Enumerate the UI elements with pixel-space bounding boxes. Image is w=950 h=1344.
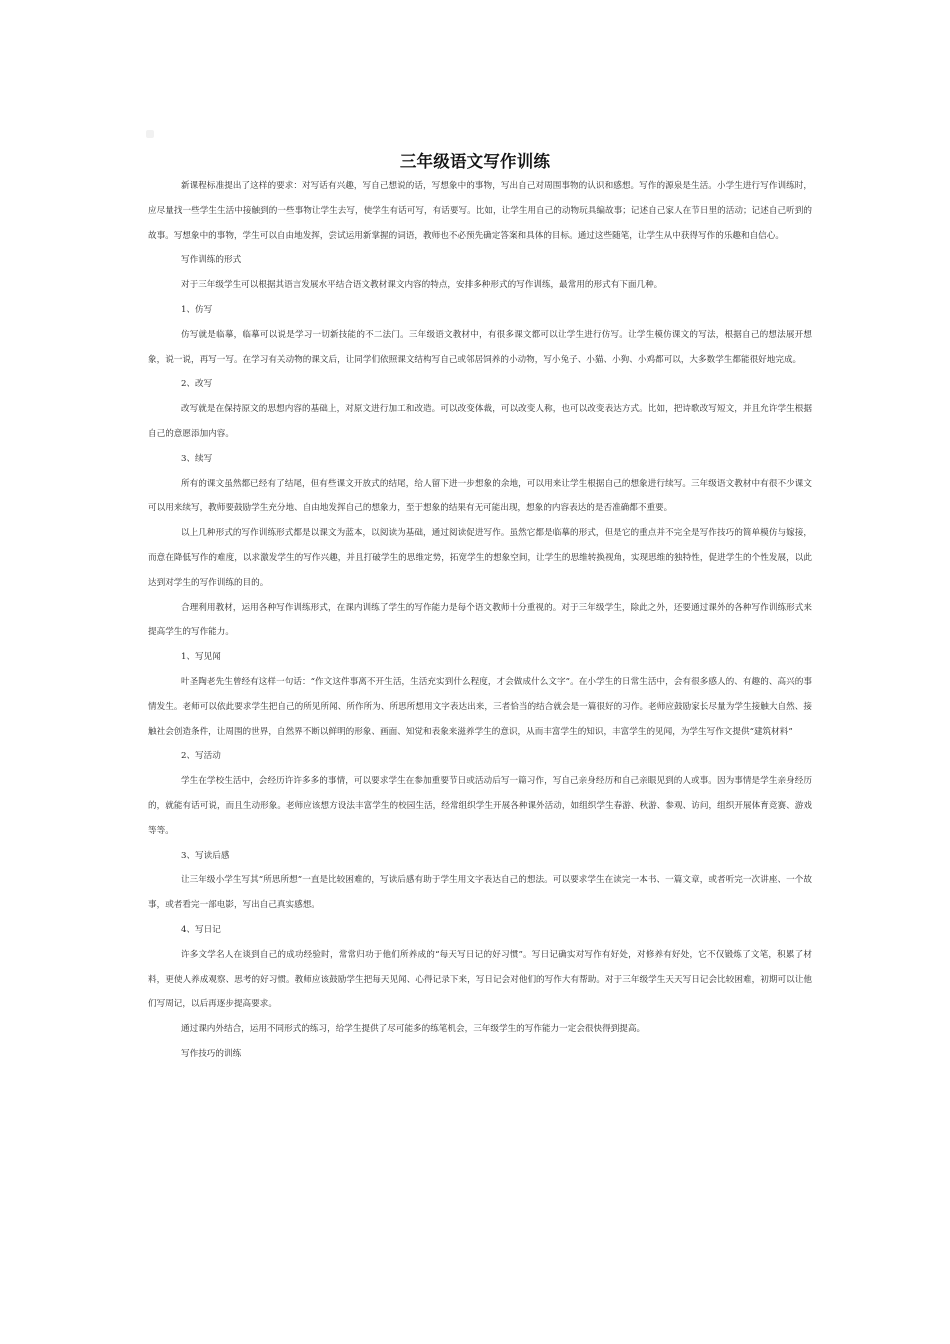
paragraph-intro: 新课程标准提出了这样的要求：对写话有兴趣，写自己想说的话，写想象中的事物，写出自己对周围事物的认识和感想。写作的源泉是生活。小学生进行写作训练时，应尽量找一些学生生活中接触到的一些事物让学生去写，使学生有话可写，有话要写。比如，让学生用自己的动物玩具编故事；记述自己家人在节日里的活动；记述自己听到的故事。写想象中的事物，学生可以自由地发挥，尝试运用新掌握的词语，教师也不必预先确定答案和具体的目标。通过这些随笔，让学生从中获得写作的乐趣和自信心。 [148,181,812,241]
paragraph-conclusion: 通过课内外结合，运用不同形式的练习，给学生提供了尽可能多的练笔机会，三年级学生的写作能力一定会很快得到提高。 [181,1024,646,1035]
paragraph-continuation: 所有的课文虽然都已经有了结尾，但有些课文开放式的结尾，给人留下进一步想象的余地，可以用来让学生根据自己的想象进行续写。三年级语文教材中有很不少课文可以用来续写，教师要鼓励学生充分地、自由地发挥自己的想象力，至于想象的结果有无可能出现，想象的内容表达的是否准确都不重要。 [148,478,812,514]
paragraph-forms-intro: 对于三年级学生可以根据其语言发展水平结合语文教材课文内容的特点，安排多种形式的写作训练，最常用的形式有下面几种。 [181,280,663,291]
paragraph-textbook-use: 合理利用教材，运用各种写作训练形式，在课内训练了学生的写作能力是每个语文教师十分重视的。对于三年级学生，除此之外，还要通过课外的各种写作训练形式来提高学生的写作能力。 [148,602,812,638]
subheading-rewrite: 2、改写 [181,379,213,390]
page-title: 三年级语文写作训练 [399,152,551,171]
section-heading-forms: 写作训练的形式 [181,255,242,266]
paragraph-rewrite: 改写就是在保持原文的思想内容的基础上，对原文进行加工和改造。可以改变体裁，可以改变人称，也可以改变表达方式。比如，把诗歌改写短文，并且允许学生根据自己的意愿添加内容。 [148,404,812,439]
paragraph-diary: 许多文学名人在谈到自己的成功经验时，常常归功于他们所养成的“每天写日记的好习惯”。写日记确实对写作有好处，对修养有好处，它不仅锻炼了文笔，积累了材料，更使人养成观察、思考的好习惯。教师应该鼓励学生把每天见闻、心得记录下来，写日记会对他们的写作大有帮助。对于三年级学生天天写日记会比较困难，初期可以让他们写周记，以后再逐步提高要求。 [148,949,812,1010]
paragraph-imitation: 仿写就是临摹，临摹可以说是学习一切新技能的不二法门。三年级语文教材中，有很多课文都可以让学生进行仿写。让学生模仿课文的写法，根据自己的想法展开想象，说一说，再写一写。在学习有关动物的课文后，让同学们依照课文结构写自己或邻居饲养的小动物，写小兔子、小猫、小狗、小鸡都可以，大多数学生都能很好地完成。 [148,329,812,365]
paragraph-reflections: 让三年级小学生写其“所思所想”一直是比较困难的，写读后感有助于学生用文字表达自己的想法。可以要求学生在读完一本书、一篇文章，或者听完一次讲座、一个故事，或者看完一部电影，写出自己真实感想。 [148,875,812,911]
page-corner-mark [146,130,154,138]
paragraph-forms-summary: 以上几种形式的写作训练形式都是以课文为蓝本，以阅读为基础，通过阅读促进写作。虽然它都是临摹的形式，但是它的重点并不完全是写作技巧的简单模仿与嫁接，而意在降低写作的难度，以求激发学生的写作兴趣，并且打破学生的思维定势，拓宽学生的想象空间，让学生的思维转换视角，实现思维的独特性，促进学生的个性发展，以此达到对学生的写作训练的目的。 [148,528,812,588]
subheading-activities: 2、写活动 [181,751,221,762]
section-heading-techniques: 写作技巧的训练 [181,1048,242,1059]
subheading-diary: 4、写日记 [181,924,221,935]
document-body [148,174,812,1067]
paragraph-activities: 学生在学校生活中，会经历许许多多的事情，可以要求学生在参加重要节日或活动后写一篇习作，写自己亲身经历和自己亲眼见到的人或事。因为事情是学生亲身经历的，就能有话可说，而且生动形象。老师应该想方设法丰富学生的校园生活，经常组织学生开展各种课外活动，如组织学生春游、秋游、参观、访问，组织开展体育竞赛、游戏等等。 [148,776,812,836]
subheading-reflections: 3、写读后感 [181,850,230,861]
subheading-imitation: 1、仿写 [181,304,213,315]
subheading-experiences: 1、写见闻 [181,652,221,663]
paragraph-experiences: 叶圣陶老先生曾经有这样一句话：“作文这件事离不开生活，生活充实到什么程度，才会做成什么文字”。在小学生的日常生活中，会有很多感人的、有趣的、高兴的事情发生。老师可以依此要求学生把自己的所见所闻、所作所为、所思所想用文字表达出来，三者恰当的结合就会是一篇很好的习作。老师应鼓励家长尽量为学生接触大自然、接触社会创造条件，让周围的世界，自然界不断以鲜明的形象、画面、知觉和表象来滋养学生的意识，从而丰富学生的知识，丰富学生的见闻，为学生写作文提供“建筑材料” [148,676,812,737]
subheading-continuation: 3、续写 [181,453,213,464]
